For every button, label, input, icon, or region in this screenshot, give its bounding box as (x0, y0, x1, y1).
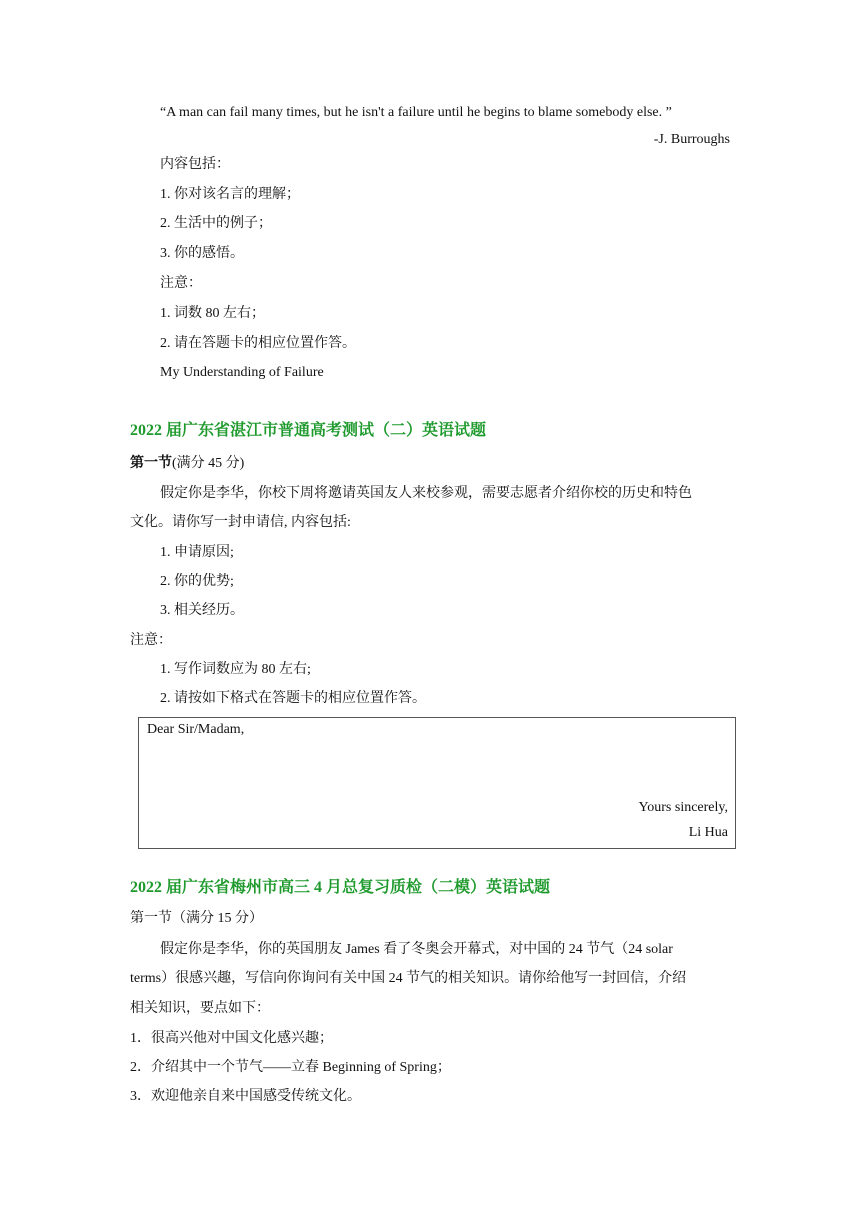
paragraph-line: 假定你是李华，你校下周将邀请英国友人来校参观，需要志愿者介绍你校的历史和特色 (160, 486, 692, 501)
note-item: 1. 写作词数应为 80 左右; (160, 662, 311, 677)
list-item: 3．欢迎他亲自来中国感受传统文化。 (130, 1089, 361, 1104)
quote-author: -J. Burroughs (653, 132, 730, 147)
note-item: 2. 请在答题卡的相应位置作答。 (160, 336, 356, 351)
part-score: (满分 45 分) (172, 456, 245, 471)
list-item: 2. 你的优势; (160, 574, 234, 589)
note-item: 2. 请按如下格式在答题卡的相应位置作答。 (160, 691, 426, 706)
paragraph-line: 假定你是李华，你的英国朋友 James 看了冬奥会开幕式，对中国的 24 节气（24 solar (160, 942, 673, 957)
section-heading: 2022 届广东省梅州市高三 4 月总复习质检（二模）英语试题 (130, 879, 551, 896)
content-label: 内容包括： (160, 157, 230, 172)
letter-format-box (138, 717, 736, 849)
letter-signature: Li Hua (688, 825, 728, 840)
list-item: 3. 相关经历。 (160, 603, 244, 618)
note-item: 1. 词数 80 左右； (160, 306, 265, 321)
list-item: 2．介绍其中一个节气——立春 Beginning of Spring； (130, 1060, 451, 1075)
letter-greeting: Dear Sir/Madam, (147, 722, 245, 737)
paragraph-line: 相关知识，要点如下： (130, 1001, 270, 1016)
note-label: 注意： (130, 633, 172, 648)
part-label: 第一节 (130, 456, 172, 471)
note-label: 注意： (160, 276, 202, 291)
quote-text: “A man can fail many times, but he isn't a failure until he begins to blame somebody else. ” (160, 105, 672, 120)
paragraph-line: 文化。请你写一封申请信, 内容包括: (130, 515, 351, 530)
paragraph-line: terms）很感兴趣，写信向你询问有关中国 24 节气的相关知识。请你给他写一封回信，介绍 (130, 971, 687, 986)
part-title: 第一节（满分 15 分） (130, 911, 263, 926)
list-item: 3. 你的感悟。 (160, 246, 244, 261)
list-item: 1．很高兴他对中国文化感兴趣； (130, 1031, 333, 1046)
part-title (130, 454, 244, 474)
section-heading: 2022 届广东省湛江市普通高考测试（二）英语试题 (130, 422, 487, 439)
essay-title: My Understanding of Failure (160, 365, 324, 380)
list-item: 1. 你对该名言的理解； (160, 187, 300, 202)
list-item: 1. 申请原因; (160, 545, 234, 560)
letter-closing: Yours sincerely, (638, 800, 728, 815)
list-item: 2. 生活中的例子； (160, 216, 272, 231)
